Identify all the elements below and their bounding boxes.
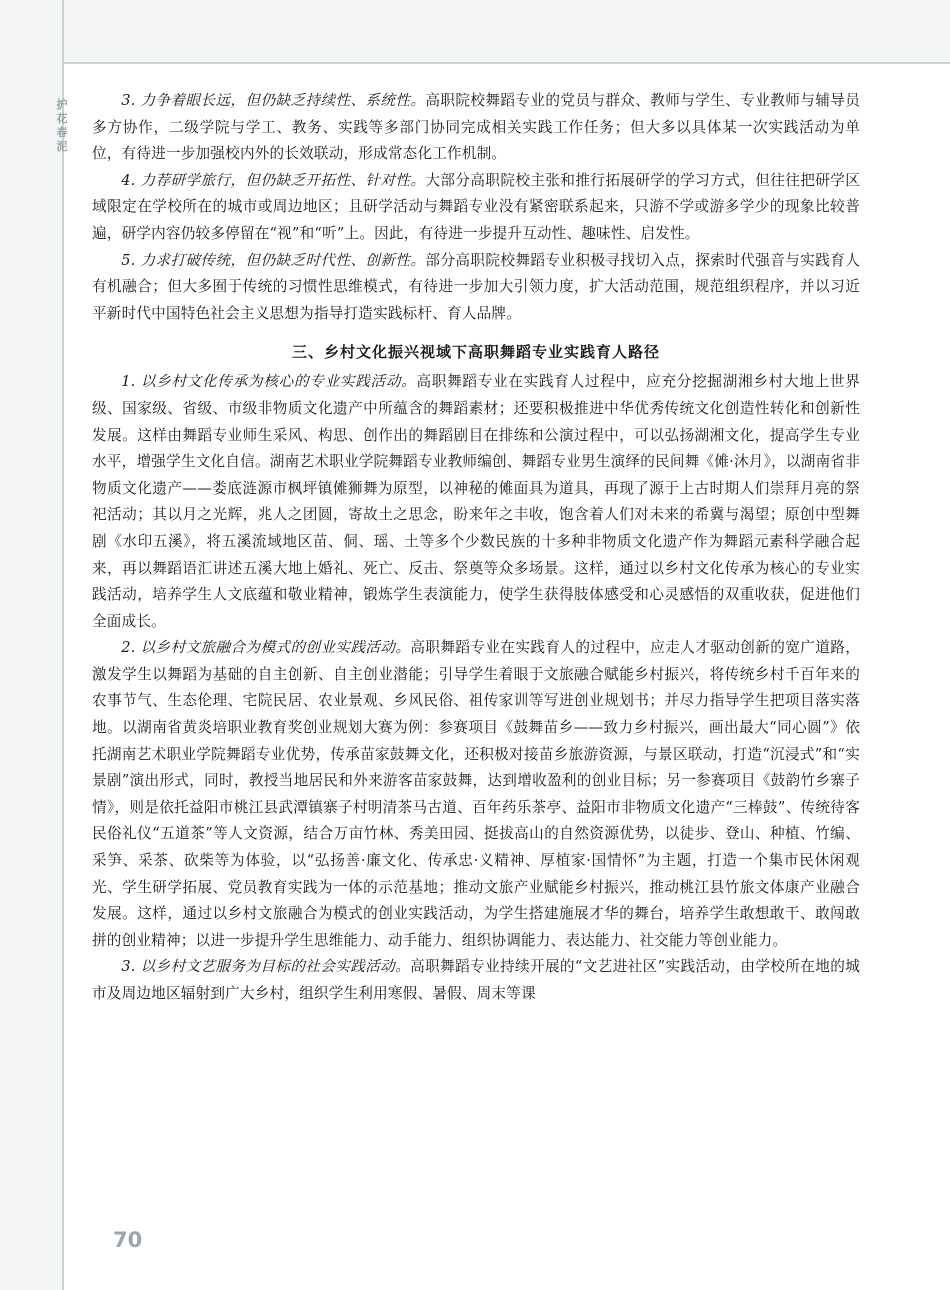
margin-band [0, 0, 62, 1290]
page-number: 70 [113, 1228, 143, 1252]
section-heading: 三、乡村文化振兴视域下高职舞蹈专业实践育人路径 [291, 343, 660, 362]
header-band [0, 0, 950, 62]
paragraph-text: 高职院校舞蹈专业的党员与群众、教师与学生、专业教师与辅导员多方协作，二级学院与学工、教务、实践等多部门协同完成相关实践工作任务；但大多以具体某一次实践活动为单位，有待进一步加强校内外的长效联动，形成常态化工作机制。 [92, 92, 860, 163]
paragraph [92, 635, 860, 954]
column-label: 护花春泥 [56, 98, 68, 153]
paragraph [92, 248, 860, 328]
paragraph-lead: 4. 力荐研学旅行，但仍缺乏开拓性、针对性。 [121, 171, 426, 189]
paragraph-text: 部分高职院校舞蹈专业积极寻找切入点，探索时代强音与实践育人有机融合；但大多囿于传统的习惯性思维模式，有待进一步加大引领力度，扩大活动范围，规范组织程序，并以习近平新时代中国特色社会主义思想为指导打造实践标杆、育人品牌。 [92, 251, 860, 322]
paragraph-text: 高职舞蹈专业在实践育人的过程中，应走人才驱动创新的宽广道路，激发学生以舞蹈为基础的自主创新、自主创业潜能；引导学生着眼于文旅融合赋能乡村振兴，将传统乡村千百年来的农事节气、生态伦理、宅院民居、农业景观、乡风民俗、祖传家训等写进创业规划书；并尽力指导学生把项目落实落地。以湖南省黄炎培职业教育奖创业规划大赛为例：参赛项目《鼓舞苗乡——致力乡村振兴，画出最大“同心圆”》依托湖南艺术职业学院舞蹈专业优势，传承苗家鼓舞文化，还积极对接苗乡旅游资源，与景区联动，打造“沉浸式”和“实景剧”演出形式，同时，教授当地居民和外来游客苗家鼓舞，达到增收盈利的创业目标；另一参赛项目《鼓韵竹乡寨子情》，则是依托益阳市桃江县武潭镇寨子村明清茶马古道、百年药乐茶亭、益阳市非物质文化遗产“三棒鼓”、传统待客民俗礼仪“五道茶”等人文资源，结合万亩竹林、秀美田园、挺拔高山的自然资源优势，以徒步、登山、种植、竹编、采笋、采茶、砍柴等为体验，以“弘扬善·廉文化、传承忠·义精神、厚植家·国情怀”为主题，打造一个集市民休闲观光、学生研学拓展、党员教育实践为一体的示范基地；推动文旅产业赋能乡村振兴，推动桃江县竹旅文体康产业融合发展。这样，通过以乡村文旅融合为模式的创业实践活动，为学生搭建施展才华的舞台，培养学生敢想敢干、敢闯敢拼的创业精神；以进一步提升学生思维能力、动手能力、组织协调能力、表达能力、社交能力等创业能力。 [92, 639, 860, 949]
paragraph [92, 88, 860, 168]
paragraph [92, 168, 860, 248]
paragraph-lead: 3. 力争着眼长远，但仍缺乏持续性、系统性。 [121, 92, 426, 109]
margin-rule [62, 0, 64, 1290]
paragraph-lead: 3. 以乡村文艺服务为目标的社会实践活动。 [121, 958, 411, 976]
article-body [92, 88, 860, 1008]
paragraph-text: 高职舞蹈专业持续开展的“文艺进社区”实践活动，由学校所在地的城市及周边地区辐射到广大乡村，组织学生利用寒假、暑假、周末等课 [92, 958, 861, 1002]
paragraph-lead: 5. 力求打破传统，但仍缺乏时代性、创新性。 [121, 251, 426, 269]
paragraph-text: 高职舞蹈专业在实践育人过程中，应充分挖掘湖湘乡村大地上世界级、国家级、省级、市级非物质文化遗产中所蕴含的舞蹈素材；还要积极推进中华优秀传统文化创造性转化和创新性发展。这样由舞蹈专业师生采风、构思、创作出的舞蹈剧目在排练和公演过程中，可以弘扬湖湘文化，提高学生专业水平，增强学生文化自信。湖南艺术职业学院舞蹈专业教师编创、舞蹈专业男生演绎的民间舞《傩·沐月》，以湖南省非物质文化遗产——娄底涟源市枫坪镇傩狮舞为原型，以神秘的傩面具为道具，再现了源于上古时期人们崇拜月亮的祭祀活动；其以月之光辉，兆人之团圆，寄故土之思念，盼来年之丰收，饱含着人们对未来的希冀与渴望；原创中型舞剧《水印五溪》，将五溪流域地区苗、侗、瑶、土等多个少数民族的十多种非物质文化遗产作为舞蹈元素科学融合起来，再以舞蹈语汇讲述五溪大地上婚礼、死亡、反击、祭奠等众多场景。这样，通过以乡村文化传承为核心的专业实践活动，培养学生人文底蕴和敬业精神，锻炼学生表演能力，使学生获得肢体感受和心灵感悟的双重收获，促进他们全面成长。 [92, 373, 860, 630]
paragraph-lead: 2. 以乡村文旅融合为模式的创业实践活动。 [121, 639, 411, 657]
paragraph-lead: 1. 以乡村文化传承为核心的专业实践活动。 [121, 373, 417, 391]
paragraph [92, 369, 860, 635]
paragraph [92, 954, 860, 1007]
header-rule [62, 62, 950, 64]
paragraph-text: 大部分高职院校主张和推行拓展研学的学习方式，但往往把研学区域限定在学校所在的城市或周边地区；且研学活动与舞蹈专业没有紧密联系起来，只游不学或游多学少的现象比较普遍，研学内容仍较多停留在“视”和“听”上。因此，有待进一步提升互动性、趣味性、启发性。 [92, 171, 860, 242]
